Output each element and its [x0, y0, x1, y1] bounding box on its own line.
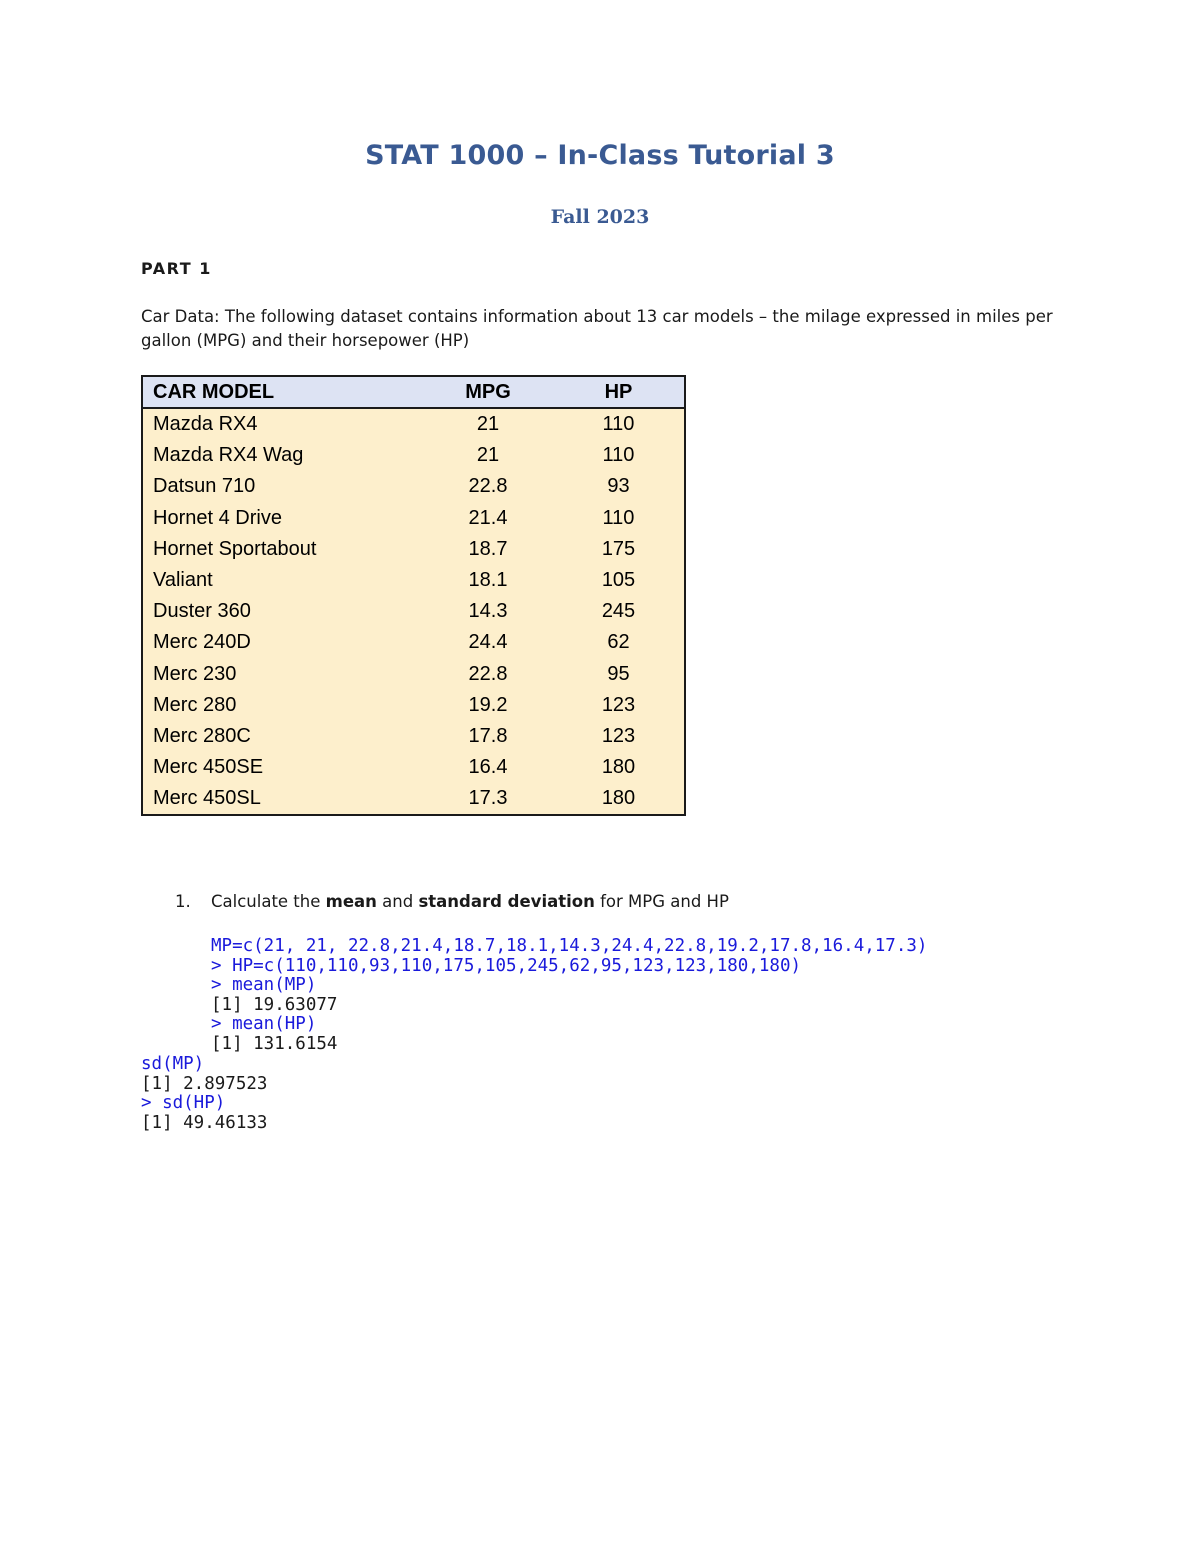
code-output-line: [1] 19.63077	[211, 994, 338, 1015]
cell-car-model: Mazda RX4	[142, 408, 423, 440]
table-row	[142, 503, 685, 534]
question-bold-mean: mean	[325, 892, 377, 911]
car-data-table	[141, 375, 686, 816]
column-header-hp: HP	[553, 376, 685, 408]
table-row	[142, 783, 685, 815]
code-input-line: sd(MP)	[141, 1054, 205, 1074]
cell-mpg: 21.4	[423, 503, 553, 534]
cell-car-model: Merc 280C	[142, 721, 423, 752]
cell-mpg: 18.7	[423, 534, 553, 565]
cell-hp: 93	[553, 471, 685, 502]
document-title: STAT 1000 – In-Class Tutorial 3	[365, 140, 835, 171]
cell-mpg: 22.8	[423, 471, 553, 502]
table-row	[142, 690, 685, 721]
column-header-car-model: CAR MODEL	[142, 376, 423, 408]
cell-car-model: Datsun 710	[142, 471, 423, 502]
cell-car-model: Merc 280	[142, 690, 423, 721]
cell-hp: 123	[553, 721, 685, 752]
question-text-before: Calculate the	[211, 892, 326, 911]
table-row	[142, 408, 685, 440]
cell-hp: 62	[553, 627, 685, 658]
code-output-line: [1] 49.46133	[141, 1112, 268, 1133]
cell-mpg: 14.3	[423, 596, 553, 627]
part-heading: PART 1	[141, 259, 212, 278]
cell-mpg: 22.8	[423, 659, 553, 690]
code-input-line: > HP=c(110,110,93,110,175,105,245,62,95,123,123,180,180)	[211, 955, 802, 976]
cell-mpg: 17.8	[423, 721, 553, 752]
question-1	[175, 892, 729, 911]
cell-hp: 180	[553, 783, 685, 815]
cell-mpg: 17.3	[423, 783, 553, 815]
cell-mpg: 21	[423, 408, 553, 440]
cell-car-model: Merc 240D	[142, 627, 423, 658]
code-input-line: > mean(MP)	[211, 975, 317, 996]
table-row	[142, 471, 685, 502]
cell-hp: 123	[553, 690, 685, 721]
question-text-after: for MPG and HP	[594, 892, 729, 911]
table-row	[142, 627, 685, 658]
question-bold-sd: standard deviation	[418, 892, 595, 911]
cell-mpg: 19.2	[423, 690, 553, 721]
table-row	[142, 752, 685, 783]
question-number: 1.	[175, 892, 191, 911]
table-row	[142, 659, 685, 690]
code-input-line: > mean(HP)	[211, 1014, 317, 1035]
table-row	[142, 565, 685, 596]
cell-mpg: 24.4	[423, 627, 553, 658]
code-output-line: [1] 2.897523	[141, 1073, 268, 1094]
cell-hp: 95	[553, 659, 685, 690]
r-code-block-sd	[141, 1055, 267, 1133]
cell-car-model: Hornet 4 Drive	[142, 503, 423, 534]
cell-hp: 110	[553, 440, 685, 471]
cell-car-model: Merc 450SE	[142, 752, 423, 783]
cell-car-model: Hornet Sportabout	[142, 534, 423, 565]
cell-hp: 105	[553, 565, 685, 596]
table-row	[142, 596, 685, 627]
cell-car-model: Duster 360	[142, 596, 423, 627]
cell-mpg: 16.4	[423, 752, 553, 783]
cell-hp: 245	[553, 596, 685, 627]
code-input-line: > sd(HP)	[141, 1093, 226, 1114]
cell-hp: 175	[553, 534, 685, 565]
table-row	[142, 534, 685, 565]
table-row	[142, 440, 685, 471]
table-row	[142, 721, 685, 752]
question-text-mid: and	[376, 892, 419, 911]
cell-mpg: 18.1	[423, 565, 553, 596]
intro-paragraph: Car Data: The following dataset contains information about 13 car models – the milage expressed in miles per gallon (MPG) and their horsepower (HP)	[141, 307, 1053, 350]
table-body	[142, 408, 685, 815]
cell-hp: 110	[553, 503, 685, 534]
table-header-row	[142, 376, 685, 408]
cell-hp: 110	[553, 408, 685, 440]
cell-car-model: Valiant	[142, 565, 423, 596]
cell-car-model: Merc 230	[142, 659, 423, 690]
cell-hp: 180	[553, 752, 685, 783]
document-term: Fall 2023	[550, 206, 650, 228]
cell-car-model: Mazda RX4 Wag	[142, 440, 423, 471]
cell-mpg: 21	[423, 440, 553, 471]
code-input-line: MP=c(21, 21, 22.8,21.4,18.7,18.1,14.3,24.4,22.8,19.2,17.8,16.4,17.3)	[211, 936, 928, 956]
code-output-line: [1] 131.6154	[211, 1033, 338, 1054]
cell-car-model: Merc 450SL	[142, 783, 423, 815]
column-header-mpg: MPG	[423, 376, 553, 408]
r-code-block-mean	[211, 937, 927, 1055]
